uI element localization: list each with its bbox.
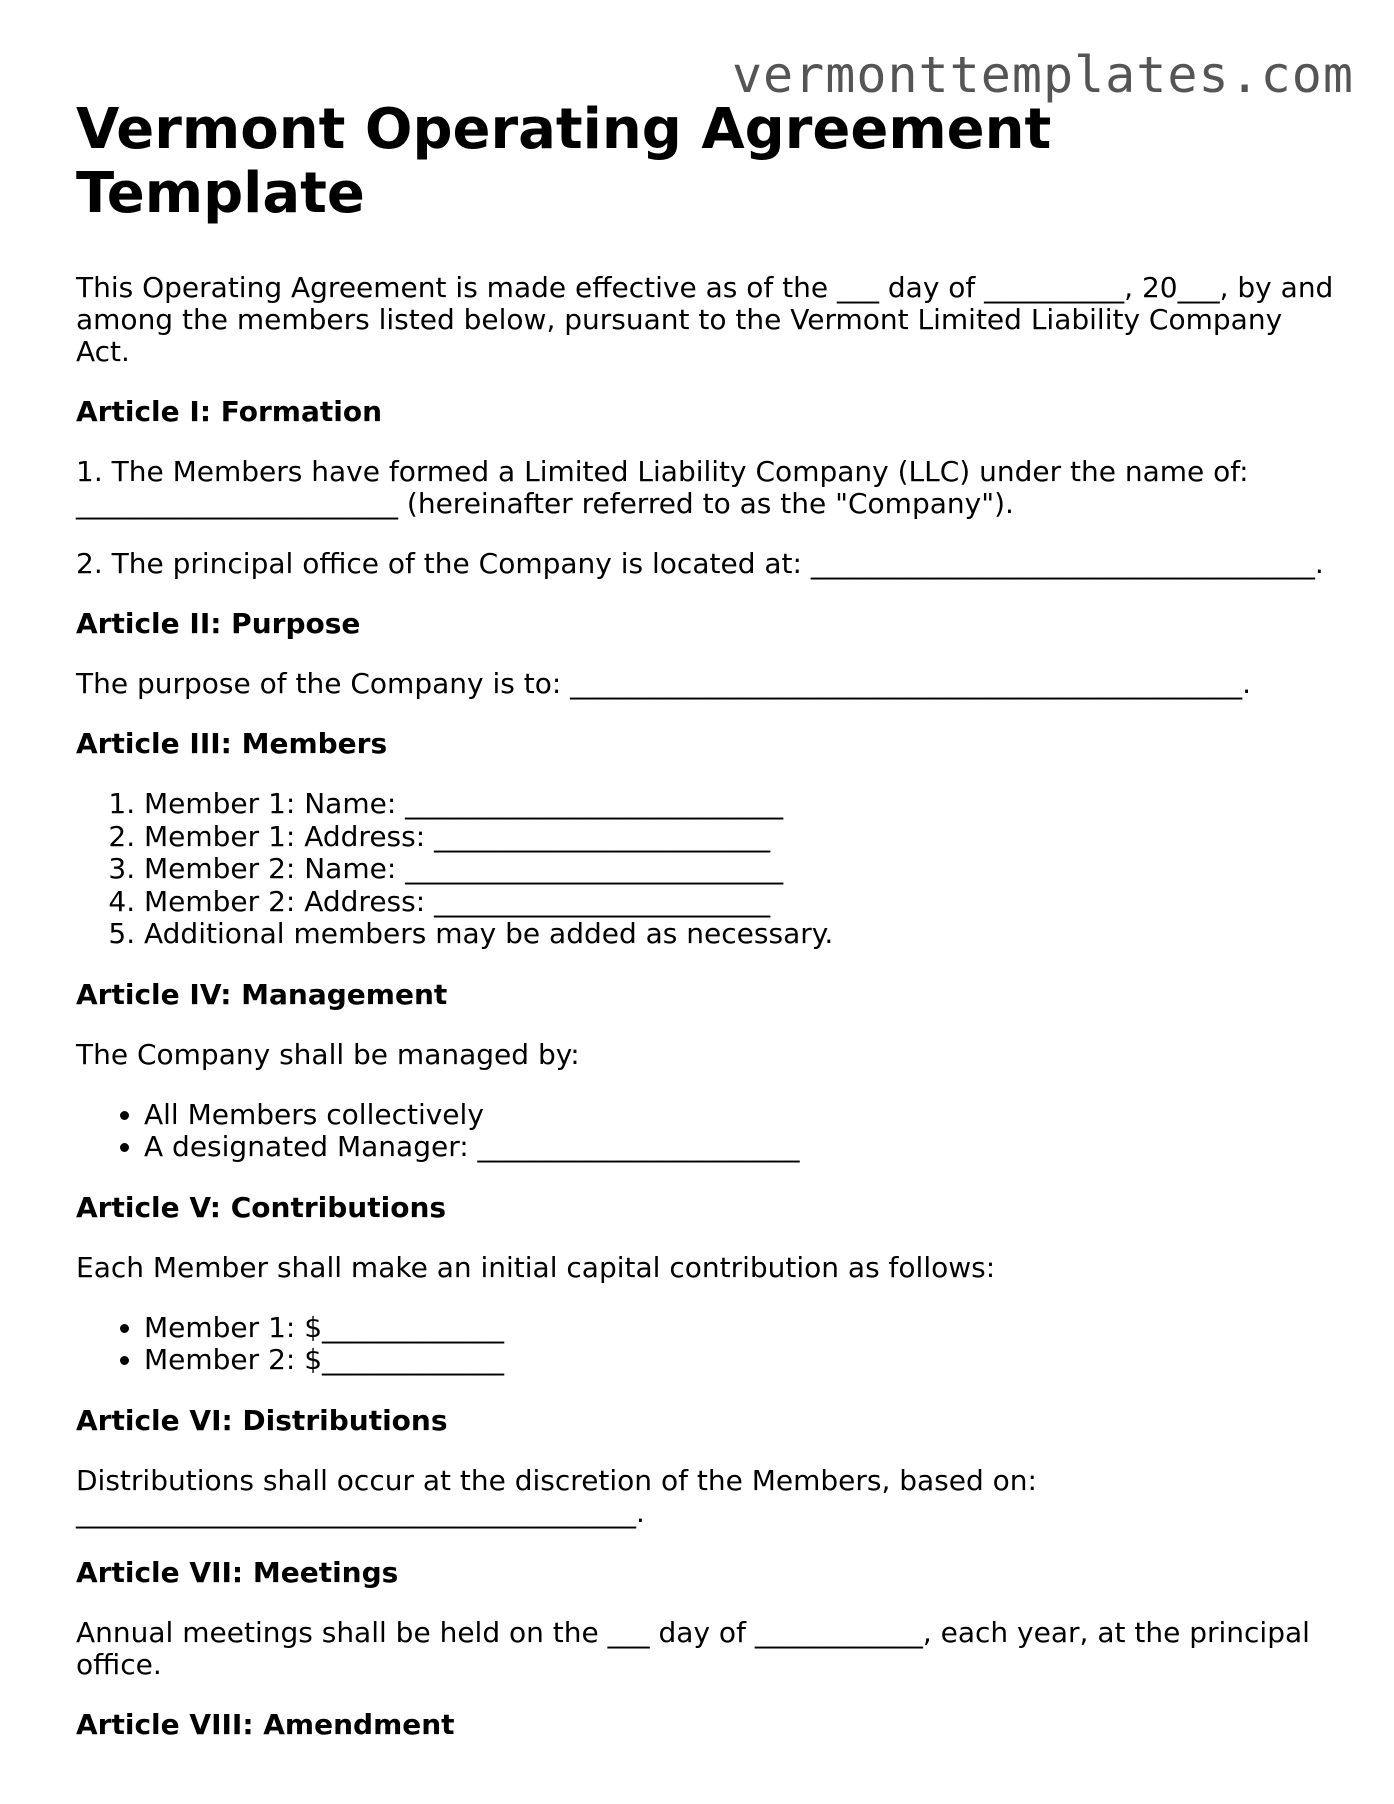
purpose-clause: The purpose of the Company is to: ________________________________________________. [76,667,1252,700]
article-heading: Article IV: Management [76,977,448,1011]
article-members [76,728,1336,951]
article-formation [76,396,1336,580]
list-item: 2. Member 1: Address: ________________________ [144,821,1336,854]
article-purpose [76,608,1336,700]
list-item: 1. Member 1: Name: ___________________________ [144,788,1336,821]
site-watermark: vermonttemplates.com [731,46,1354,104]
list-item: 4. Member 2: Address: ________________________ [144,886,1336,919]
list-item: 3. Member 2: Name: ___________________________ [144,853,1336,886]
formation-clause-1: 1. The Members have formed a Limited Liability Company (LLC) under the name of: _______________________ (hereinafter referred to as the "Company"). [76,455,1249,520]
document-title: Vermont Operating Agreement Template [76,97,1052,226]
article-meetings [76,1557,1336,1681]
management-options [76,1099,1336,1164]
distributions-clause: Distributions shall occur at the discretion of the Members, based on: ________________________________________. [76,1463,1037,1529]
members-list [76,788,1336,951]
article-heading: Article VIII: Amendment [76,1707,455,1741]
list-item: • Member 1: $_____________ [144,1312,1336,1345]
list-item: 5. Additional members may be added as necessary. [144,918,1336,951]
article-heading: Article III: Members [76,727,388,760]
list-item: • All Members collectively [144,1099,1336,1132]
document-page [76,98,1336,1769]
list-item: • A designated Manager: _______________________ [144,1131,1336,1164]
article-heading: Article V: Contributions [76,1190,447,1224]
article-distributions [76,1405,1336,1529]
list-item: • Member 2: $_____________ [144,1344,1336,1377]
article-heading: Article II: Purpose [76,607,361,640]
contributions-clause: Each Member shall make an initial capital contribution as follows: [76,1250,996,1284]
article-heading: Article I: Formation [76,395,383,428]
meetings-clause: Annual meetings shall be held on the ___ day of ____________, each year, at the principal office. [76,1615,1310,1681]
article-amendment [76,1709,1336,1741]
contributions-list [76,1312,1336,1377]
article-heading: Article VI: Distributions [76,1403,448,1437]
article-management [76,979,1336,1164]
management-clause: The Company shall be managed by: [76,1037,580,1071]
article-contributions [76,1192,1336,1377]
article-heading: Article VII: Meetings [76,1555,399,1589]
intro-paragraph: This Operating Agreement is made effective as of the ___ day of __________, 20___, by and among the members listed below, pursuant to the Vermont Limited Liability Company Act. [76,271,1334,368]
formation-clause-2: 2. The principal office of the Company is located at: ____________________________________. [76,547,1324,580]
